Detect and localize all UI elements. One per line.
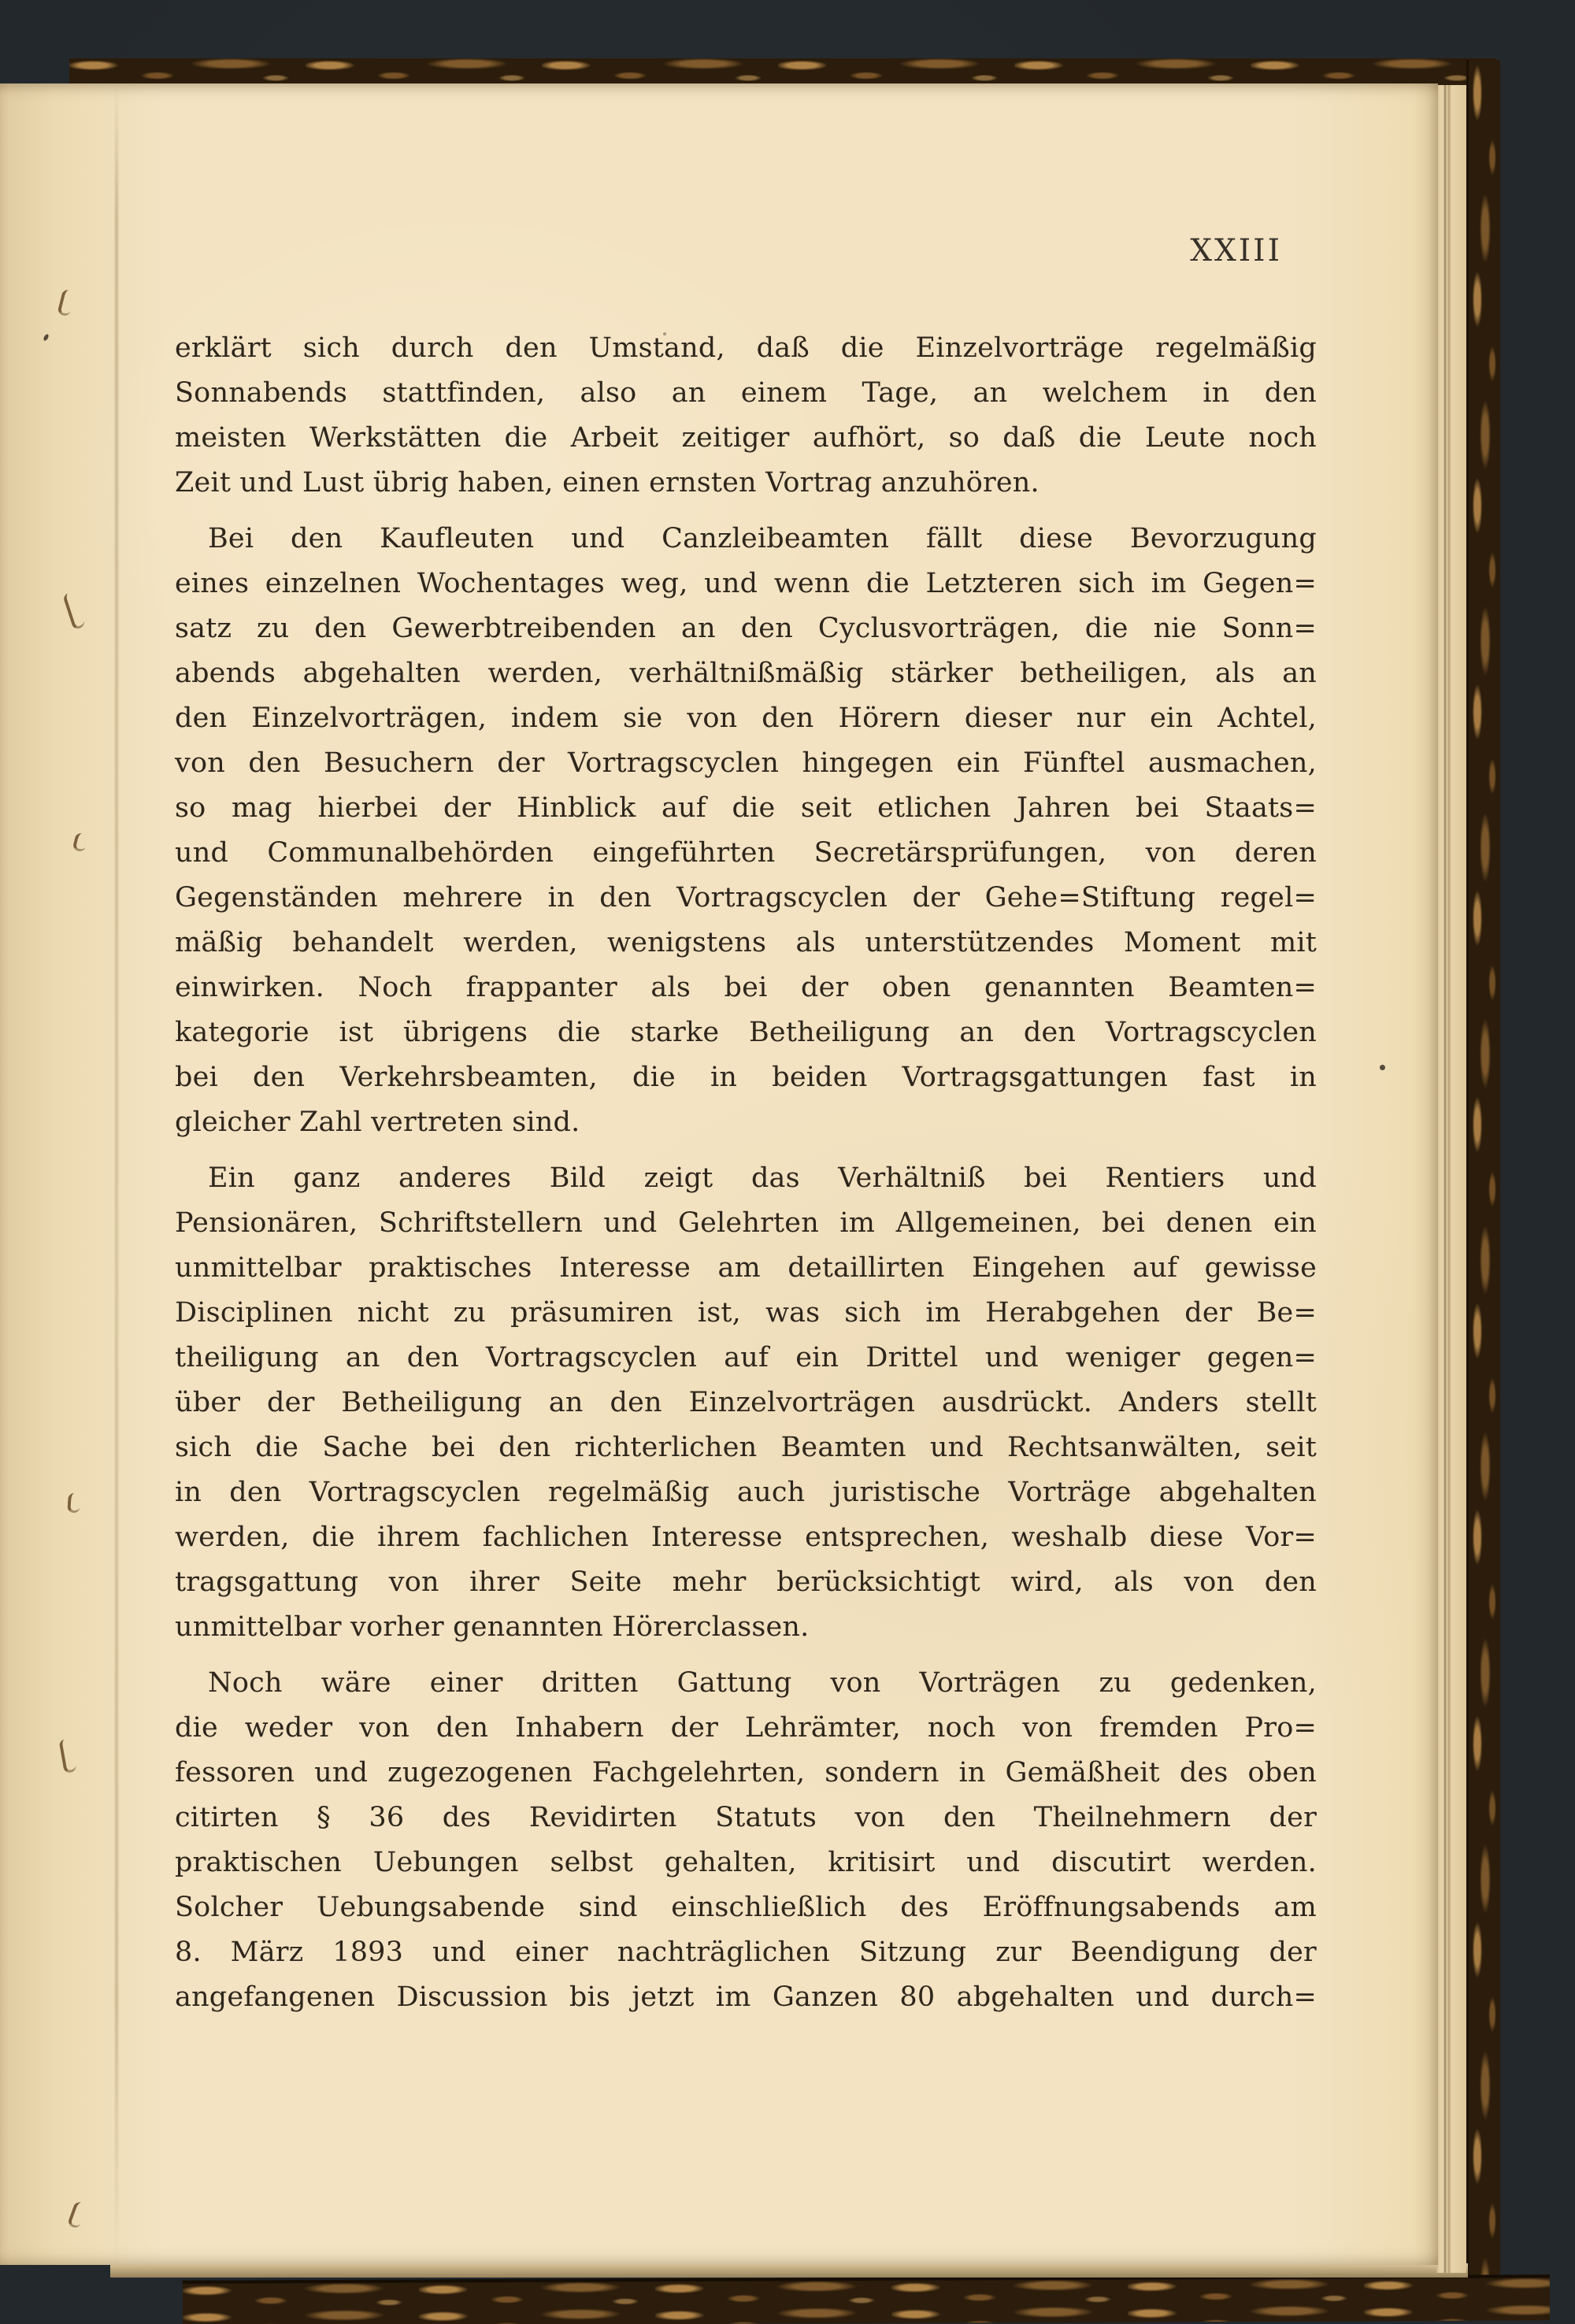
text-line: Bei den Kaufleuten und Canzleibeamten fällt diese Bevorzugung [208, 523, 1317, 554]
book-cover-bottom-edge [183, 2274, 1550, 2324]
stitching-thread [72, 832, 88, 852]
gutter-crease [115, 83, 118, 2265]
text-line: praktischen Uebungen selbst gehalten, kritisirt und discutirt werden. [175, 1847, 1317, 1878]
text-line: abends abgehalten werden, verhältnißmäßig stärker betheiligen, als an [175, 658, 1317, 689]
text-line: über der Betheiligung an den Einzelvorträgen ausdrückt. Anders stellt [175, 1387, 1317, 1418]
paragraph [175, 517, 1317, 1145]
text-line: citirten § 36 des Revidirten Statuts von den Theilnehmern der [175, 1802, 1317, 1833]
text-block [175, 326, 1317, 2020]
text-line: und Communalbehörden eingeführten Secretärsprüfungen, von deren [175, 837, 1317, 869]
text-line: den Einzelvorträgen, indem sie von den Hörern dieser nur ein Achtel, [175, 702, 1317, 734]
dust-speck [1380, 1065, 1385, 1070]
page-stack-edge-right [1436, 85, 1466, 2273]
text-line: theiligung an den Vortragscyclen auf ein Drittel und weniger gegen= [175, 1342, 1317, 1373]
stitching-thread [67, 1492, 81, 1513]
text-line: fessoren und zugezogenen Fachgelehrten, sondern in Gemäßheit des oben [175, 1757, 1317, 1788]
text-line: meisten Werkstätten die Arbeit zeitiger aufhört, so daß die Leute noch [175, 422, 1317, 454]
text-line: Noch wäre einer dritten Gattung von Vorträgen zu gedenken, [208, 1667, 1317, 1699]
text-line: in den Vortragscyclen regelmäßig auch juristische Vorträge abgehalten [175, 1477, 1317, 1508]
text-line: von den Besuchern der Vortragscyclen hingegen ein Fünftel ausmachen, [175, 747, 1317, 779]
text-line: unmittelbar vorher genannten Hörerclassen. [175, 1611, 810, 1643]
text-line: Ein ganz anderes Bild zeigt das Verhältniß bei Rentiers und [208, 1162, 1317, 1194]
text-line: bei den Verkehrsbeamten, die in beiden Vortragsgattungen fast in [175, 1062, 1317, 1093]
text-line: Sonnabends stattfinden, also an einem Tage, an welchem in den [175, 377, 1317, 409]
text-line: kategorie ist übrigens die starke Betheiligung an den Vortragscyclen [175, 1017, 1317, 1048]
text-line: angefangenen Discussion bis jetzt im Ganzen 80 abgehalten und durch= [175, 1981, 1317, 2013]
text-line: Gegenständen mehrere in den Vortragscyclen der Gehe=Stiftung regel= [175, 882, 1317, 914]
paragraph [175, 326, 1317, 506]
text-line: Zeit und Lust übrig haben, einen ernsten Vortrag anzuhören. [175, 467, 1040, 499]
text-line: Solcher Uebungsabende sind einschließlich des Eröffnungsabends am [175, 1892, 1317, 1923]
paragraph [175, 1661, 1317, 2020]
text-line: erklärt sich durch den Umstand, daß die Einzelvorträge regelmäßig [175, 332, 1317, 364]
text-line: einwirken. Noch frappanter als bei der oben genannten Beamten= [175, 972, 1317, 1003]
text-line: werden, die ihrem fachlichen Interesse entsprechen, weshalb diese Vor= [175, 1522, 1317, 1553]
text-line: unmittelbar praktisches Interesse am detaillirten Eingehen auf gewisse [175, 1252, 1317, 1284]
text-line: satz zu den Gewerbtreibenden an den Cyclusvorträgen, die nie Sonn= [175, 613, 1317, 644]
text-line: die weder von den Inhabern der Lehrämter, noch von fremden Pro= [175, 1712, 1317, 1744]
book-cover-right-edge [1466, 60, 1500, 2284]
dust-speck [43, 333, 50, 341]
book-page [0, 83, 1438, 2265]
text-line: so mag hierbei der Hinblick auf die seit etlichen Jahren bei Staats= [175, 792, 1317, 824]
text-line: gleicher Zahl vertreten sind. [175, 1106, 580, 1138]
text-line: mäßig behandelt werden, wenigstens als unterstützendes Moment mit [175, 927, 1317, 958]
stitching-thread [62, 591, 86, 631]
text-line: sich die Sache bei den richterlichen Beamten und Rechtsanwälten, seit [175, 1432, 1317, 1463]
text-line: tragsgattung von ihrer Seite mehr berücksichtigt wird, als von den [175, 1566, 1317, 1598]
text-line: Disciplinen nicht zu präsumiren ist, was sich im Herabgehen der Be= [175, 1297, 1317, 1329]
paragraph [175, 1156, 1317, 1650]
text-line: 8. März 1893 und einer nachträglichen Sitzung zur Beendigung der [175, 1937, 1317, 1968]
text-line: eines einzelnen Wochentages weg, und wenn die Letzteren sich im Gegen= [175, 568, 1317, 599]
page-stack-edge-bottom [110, 2263, 1468, 2278]
stitching-thread [57, 289, 76, 317]
text-line: Pensionären, Schriftstellern und Gelehrten im Allgemeinen, bei denen ein [175, 1207, 1317, 1239]
stitching-thread [58, 1738, 76, 1774]
page-number: XXIII [1190, 233, 1282, 269]
stitching-thread [67, 2200, 87, 2229]
